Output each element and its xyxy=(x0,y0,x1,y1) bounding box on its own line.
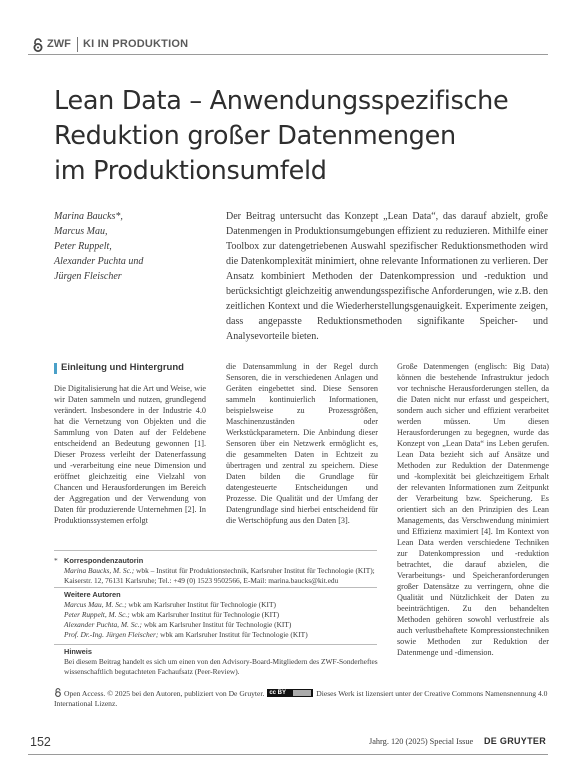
further-authors-note xyxy=(54,590,384,640)
abstract: Der Beitrag untersucht das Konzept „Lean Data“, das darauf abzielt, große Datenmengen in Produktionsumgebungen effizient zu reduzieren. Mithilfe einer Toolbox zur datengetriebenen Auswahl spezifischer Reduktionsmethoden wird die Datenkomplexität minimiert, ohne relevante Informationen zu verlieren. Der Ansatz kombiniert Methoden der Datenkompression und -reduktion und berücksichtigt gleichzeitig anwendungsspezifische Anforderungen, wie z.B. den zeitlichen Kontext und die Wiederherstellungsgenauigkeit. Experimente zeigen, dass angepasste Reduktionsmethoden signifikante Speicher- und Analysevorteile bieten. xyxy=(226,211,548,342)
further-authors-heading: Weitere Autoren xyxy=(64,590,121,599)
corresponding-name: Marina Baucks, M. Sc.; xyxy=(64,566,135,575)
footnote-star: * xyxy=(54,556,58,565)
open-access-text: Open Access. © 2025 bei den Autoren, publiziert von De Gruyter. xyxy=(64,689,265,698)
author: Alexander Puchta und xyxy=(54,256,144,267)
title-line-3: im Produktionsumfeld xyxy=(54,156,327,186)
cc-by-person-icon xyxy=(293,690,311,696)
body-column-1: Die Digitalisierung hat die Art und Weise, wie wir Daten sammeln und nutzen, grundlegend verändert. Insbesondere in der Industrie 4.0 hat die Vernetzung von Objekten und die Sammlung von Daten auf der Feldebene entscheidend an Bedeutung gewonnen [1]. Dieser Prozess verleiht der Datenerfassung und -verarbeitung eine neue Dimension und eröffnet gleichzeitig eine Vielzahl von Chancen und Herausforderungen im Bereich der Aggregation und der Verwendung von Daten für produzierende Unternehmen [2]. In Produktionssystemen erfolgt xyxy=(54,384,206,525)
body-column-3: Große Datenmengen (englisch: Big Data) können die bestehende Infrastruktur jedoch vor technische Herausforderungen stellen, da die Daten nicht nur erfasst und gespeichert, sondern auch sicher und effizient verarbeitet werden müssen. Um diesen Herausforderungen zu begegnen, wurde das Konzept von „Lean Data“ ins Leben gerufen. Lean Data bezieht sich auf Ansätze und Methoden zur Reduktion der Datenmenge und -komplexität bei gleichzeitigem Erhalt der relevanten Informationen zum Zeitpunkt der Verarbeitung bzw. Speicherung. Es orientiert sich an den Prinzipien des Lean Managements, das Verschwendung minimiert und Effizienz maximiert [4]. Im Kontext von Lean Data werden verschiedene Techniken zur Datenkompression und -reduktion betrachtet, die darauf abzielen, die Verarbeitungs- und Speicheranforderungen großer Datensätze zu verringern, ohne die Qualität und Nützlichkeit der Daten zu beeinträchtigen. Zu den behandelten Methoden gehören sowohl verlustfreie als auch verlustbehaftete Kompressionstechniken sowie Methoden zur Reduktion der Datenmenge und -dimension. xyxy=(397,362,549,657)
author-list xyxy=(54,209,143,284)
article-title xyxy=(54,84,554,189)
footnote-rule xyxy=(54,587,377,588)
journal-issue: Jahrg. 120 (2025) Special Issue xyxy=(369,737,474,746)
further-author-name: Prof. Dr.-Ing. Jürgen Fleischer; xyxy=(64,630,159,639)
open-access-statement xyxy=(54,688,549,709)
footnote-rule xyxy=(54,550,377,551)
title-line-2: Reduktion großer Datenmengen xyxy=(54,121,456,151)
footer-rule xyxy=(28,754,548,755)
title-line-1: Lean Data – Anwendungsspezifische xyxy=(54,86,509,116)
corresponding-details: wbk – Institut für Produktionstechnik, Karlsruher Institut für Technologie (KIT); Kaiserstr. 12, 76131 Karlsruhe; Tel.: +49 (0) 1523 9502566, E-Mail: marina.baucks@kit.edu xyxy=(64,566,375,585)
further-author-name: Peter Ruppelt, M. Sc.; xyxy=(64,610,130,619)
further-author-name: Alexander Puchta, M. Sc.; xyxy=(64,620,142,629)
review-note-heading: Hinweis xyxy=(64,647,92,656)
further-author-affiliation: wbk am Karlsruher Institut für Technologie (KIT) xyxy=(126,600,276,609)
review-note-text: Bei diesem Beitrag handelt es sich um einen von den Advisory-Board-Mitgliedern des ZWF-Sonderheftes wissenschaftlich begutachteten Fachaufsatz (Peer-Review). xyxy=(64,657,378,676)
author: Jürgen Fleischer xyxy=(54,271,122,282)
open-access-small-icon xyxy=(54,688,62,697)
page-number: 152 xyxy=(30,735,51,749)
author: Marcus Mau, xyxy=(54,226,108,237)
section-label: KI IN PRODUKTION xyxy=(83,38,189,50)
section-accent-bar xyxy=(54,363,57,374)
corresponding-author-note xyxy=(54,556,384,586)
further-author-name: Marcus Mau, M. Sc.; xyxy=(64,600,127,609)
section-heading: Einleitung und Hintergrund xyxy=(61,362,184,373)
further-author-affiliation: wbk am Karlsruher Institut für Technologie (KIT) xyxy=(141,620,292,629)
review-note xyxy=(54,647,384,677)
header-separator xyxy=(77,37,78,52)
author: Peter Ruppelt, xyxy=(54,241,112,252)
open-access-lock-icon xyxy=(32,38,44,52)
publisher-logo: DE GRUYTER xyxy=(484,736,547,746)
author: Marina Baucks*, xyxy=(54,211,123,222)
body-column-2: die Datensammlung in der Regel durch Sensoren, die in verschiedenen Anlagen und Geräten eingebettet sind. Diese Sensoren sammeln kontinuierlich Informationen, beispielsweise zu Prozessgrößen, Maschinenzuständen oder Werkstückparametern. Die Anbindung dieser Sensoren über ein Netzwerk ermöglicht es, die gesammelten Daten in Echtzeit zu übertragen und zentral zu speichern. Diese Daten bilden die Grundlage für datengesteuerte Entscheidungen und Prozesse. Die Qualität und der Umfang der Datengrundlage sind hierbei entscheidend für die Wertschöpfung aus den Daten [3]. xyxy=(226,362,378,525)
cc-badge-label: cc BY xyxy=(269,690,287,696)
license-text: Dieses Werk ist lizensiert unter der Creative Commons Namensnennung 4.0 International Lizenz. xyxy=(54,689,548,708)
corresponding-heading: Korrespondenzautorin xyxy=(64,556,144,565)
cc-by-license-badge[interactable] xyxy=(267,689,313,697)
further-author-affiliation: wbk am Karlsruher Institut für Technologie (KIT) xyxy=(158,630,308,639)
footnote-rule xyxy=(54,644,377,645)
journal-brand: ZWF xyxy=(47,38,71,50)
further-author-affiliation: wbk am Karlsruher Institut für Technologie (KIT) xyxy=(129,610,280,619)
header-rule xyxy=(28,54,548,55)
